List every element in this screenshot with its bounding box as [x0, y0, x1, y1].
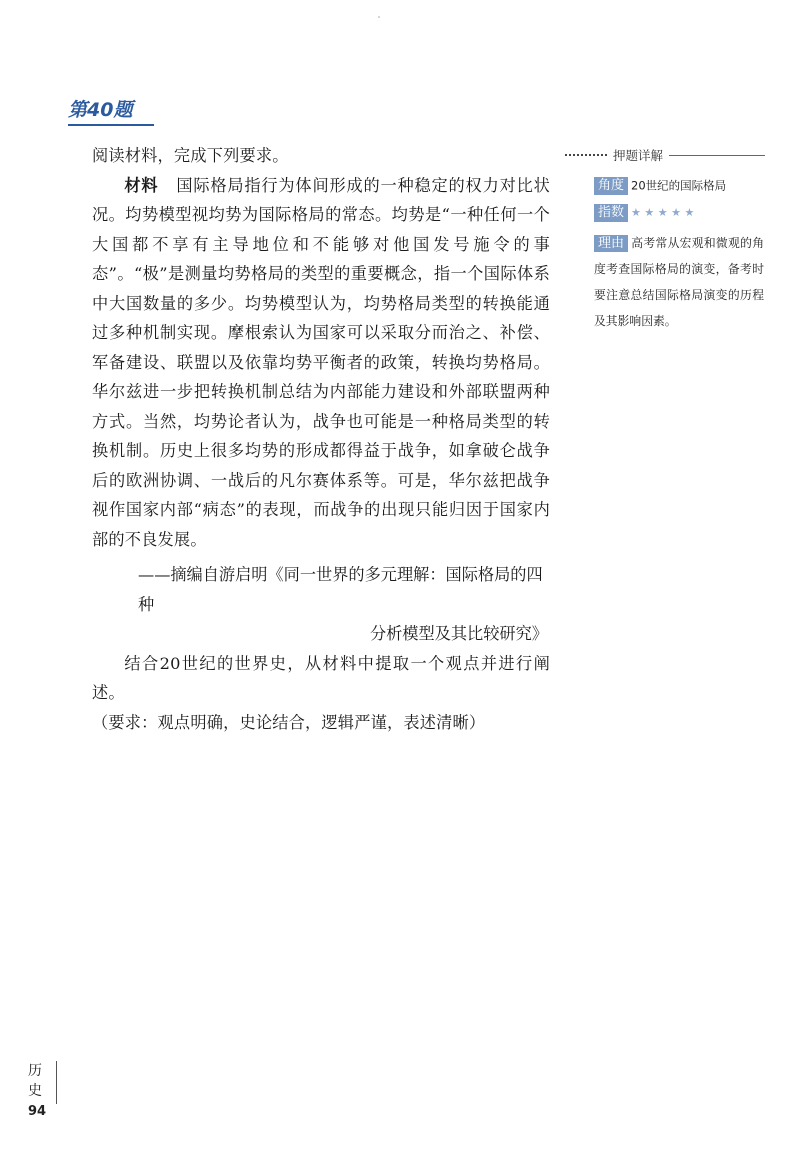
angle-tag: 角度 — [594, 177, 628, 195]
page-footer — [28, 1061, 46, 1119]
sidebar-heading: 押题详解 — [613, 148, 664, 163]
material-source — [92, 560, 550, 649]
task-text: 结合20世纪的世界史，从材料中提取一个观点并进行阐述。 — [92, 653, 550, 702]
material-text: 国际格局指行为体间形成的一种稳定的权力对比状况。均势模型视均势为国际格局的常态。均势是“一种任何一个大国都不享有主导地位和不能够对他国发号施令的事态”。“极”是测量均势格局的类型的重要概念，指一个国际体系中大国数量的多少。均势模型认为，均势格局类型的转换能通过多种机制实现。摩根索认为国家可以采取分而治之、补偿、军备建设、联盟以及依靠均势平衡者的政策，转换均势格局。华尔兹进一步把转换机制总结为内部能力建设和外部联盟两种方式。当然，均势论者认为，战争也可能是一种格局类型的转换机制。历史上很多均势的形成都得益于战争，如拿破仑战争后的欧洲协调、一战后的凡尔赛体系等。可是，华尔兹把战争视作国家内部“病态”的表现，而战争的出现只能归因于国家内部的不良发展。 — [92, 175, 550, 549]
subject-char-1: 历 — [28, 1063, 42, 1079]
reason-tag: 理由 — [594, 235, 628, 252]
top-dot-mark — [376, 14, 382, 20]
reason-row — [594, 230, 764, 334]
material-label: 材料 — [124, 175, 159, 195]
subject-char-2: 史 — [28, 1083, 42, 1099]
sidebar-header — [565, 147, 765, 163]
page-number: 94 — [28, 1104, 47, 1119]
source-line-2: 分析模型及其比较研究》 — [369, 624, 548, 643]
requirement-text: （要求：观点明确，史论结合，逻辑严谨，表述清晰） — [92, 712, 486, 732]
angle-row — [594, 177, 765, 195]
sidebar-rule — [669, 155, 765, 156]
reason-text: 高考常从宏观和微观的角度考查国际格局的演变，备考时要注意总结国际格局演变的历程及其影响因素。 — [594, 235, 764, 328]
index-tag: 指数 — [594, 204, 628, 222]
footer-divider — [56, 1061, 57, 1104]
instruction-text: 阅读材料，完成下列要求。 — [92, 146, 289, 165]
angle-text: 20世纪的国际格局 — [631, 178, 727, 193]
material-paragraph — [92, 171, 550, 555]
question-title: 第40题 — [68, 95, 154, 126]
star-rating-icon: ★ ★ ★ ★ ★ — [631, 206, 695, 219]
prediction-sidebar — [565, 147, 765, 334]
index-row — [594, 202, 765, 222]
source-line-1: ——摘编自游启明《同一世界的多元理解：国际格局的四种 — [138, 565, 543, 614]
question-body — [92, 141, 550, 737]
dotted-leader — [565, 154, 607, 156]
